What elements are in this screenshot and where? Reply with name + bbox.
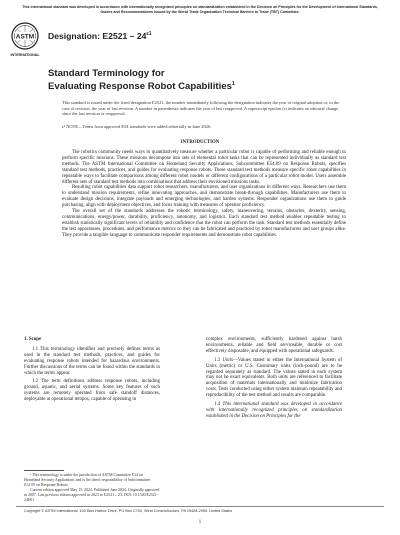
copyright-line: Copyright © ASTM International, 100 Barr Harbor Drive, PO Box C700, West Conshohocken, PA 19428-2959. United States <box>24 509 233 513</box>
designation-label: Designation: E2521 – 24 <box>48 31 147 41</box>
designation-epsilon: ε1 <box>146 31 152 38</box>
logo-subtext: INTERNATIONAL <box>10 53 40 57</box>
units-term: Units <box>222 357 233 363</box>
footnotes <box>24 473 160 504</box>
committee-link[interactable]: E54 <box>131 473 139 477</box>
footnote-edition: Current edition approved May 15, 2024. Published June 2024. Originally approved in 2007. Last previous edition approved in 2023 as E2521 – 23. DOI: 10.1520/E2521-24E01. <box>24 488 160 502</box>
page-number: 1 <box>198 520 202 525</box>
units-text: —Values stated in either the International System of Units (metric) or U.S. Customary units (inch-pound) are to be regarded separately as standard. The values stated in each system may not be exact equivalents. Both units are referenced to facilitate acquisition of materials internationally and minimize fabrication costs. Tests conducted using either system maintain repeatability and reproducibility of the test method and results are comparable. <box>206 357 342 399</box>
paragraph-number: 1.3 <box>214 357 223 363</box>
intro-paragraph: The robotics community needs ways to quantitatively measure whether a particular robot is capable of performing and reliable enough to perform specific missions. These missions decompose into sets of elemental robot tasks that can be represented individually as standard test methods. The ASTM International Committee on Homeland Security Applications, Subcommittee E54.09 on Response Robots, specifies standard test methods, practices, and guides for evaluating response robots. These standard test methods measure specific robot capabilities in repeatable ways to facilitate comparisons among different robot models or different configurations of a particular robot model. Users assemble different sets of standard test methods into combinations that address their envisioned missions tasks. <box>62 150 346 185</box>
wto-notice: This international standard was developed in accordance with internationally recognized principles on standardization established in the Decision on Principles for the Development of International Standards, Guides and Recommendations issued by the World Trade Organization Technical Barriers to Trade (TBT) Committee. <box>22 5 378 14</box>
standard-issue-note: This standard is issued under the fixed designation E2521; the number immediately following the designation indicates the year of original adoption or, in the case of revision, the year of last revision. A number in parentheses indicates the year of last reapproval. A superscript epsilon (ε) indicates an editorial change since the last revision or reapproval. <box>62 100 340 116</box>
right-column <box>206 337 342 423</box>
intro-paragraph: The overall set of the standards addresses the robotic terminology, safety, maneuvering, terrains, obstacles, dexterity, sensing, communications, energy/power, durability, proficiency, autonomy, and logistics. Each standard test method enables repeatable testing to establish statistically significant levels of reliability and confidence that the robot can perform the task. Standard test methods essentially define the test apparatuses, procedures, and performance metrics so they can be fabricated and practiced by robot manufacturers and user groups alike. They provide a tangible language to communicate responder requirements and demonstrate robot capabilities. <box>62 209 346 238</box>
introduction-heading: INTRODUCTION <box>180 140 220 145</box>
subcommittee-link[interactable]: E54.09 <box>24 482 36 487</box>
left-column <box>24 337 160 406</box>
scope-paragraph-1-2: 1.2 The term definitions address response robots, including ground, aquatic, and aerial systems. Some key features of such systems are remotely operated from safe standoff distances, deployable at operational tempos, capable of operating in <box>24 379 160 403</box>
wto-text: This international standard was developed in accordance with internationally recognized principles on standardization established in the Decision on Principles for the <box>206 402 342 419</box>
scope-paragraph-1-3 <box>206 358 342 399</box>
scope-paragraph-1-2-continued: complex environments, sufficiently hardened against harsh environments, reliable and field serviceable, durable or cost effectively disposable, and equipped with operational safeguards. <box>206 337 342 354</box>
footnote-divider <box>24 470 64 471</box>
paragraph-number: 1.4 <box>214 402 223 408</box>
title-line-2: Evaluating Response Robot Capabilities <box>48 81 232 93</box>
scope-heading: 1. Scope <box>24 337 42 342</box>
document-title <box>48 68 348 92</box>
designation <box>48 31 152 41</box>
title-footnote-marker: 1 <box>231 81 235 87</box>
editorial-note: ε¹ NOTE—Terms from approved E54 standards were added editorially in June 2026. <box>62 124 212 129</box>
scope-paragraph-1-1: 1.1 This terminology identifies and precisely defines terms as used in the standard test methods, practices, and guides for evaluating response robots intended for hazardous environments. Further discussions of the terms can be found within the standards in which the terms appear. <box>24 346 160 376</box>
footnote-text: on Response Robots. <box>35 482 69 487</box>
title-line-1: Standard Terminology for <box>48 68 165 79</box>
footnote-1 <box>24 473 160 487</box>
intro-paragraph: Resulting robot capabilities data support robot researchers, manufacturers, and user organizations in different ways. Researchers use them to understand mission requirements, refine innovating approaches, and demonstrate break-through capabilities. Manufacturers use them to evaluate design decisions, integrate payloads and emerging technologies, and harden systems. Responder organizations use them to guide purchasing, align with deployment objectives, and focus training with measures of operator proficiency. <box>62 185 346 209</box>
introduction-body <box>62 150 346 239</box>
footnote-text: ¹ This terminology is under the jurisdiction of ASTM Committee <box>30 473 132 477</box>
astm-logo <box>9 21 41 63</box>
scope-paragraph-1-4 <box>206 402 342 420</box>
logo-wordmark: ASTM <box>15 33 35 41</box>
footer-divider <box>16 506 384 507</box>
footnote-text: on Homeland Security Applications and is the direct responsibility of Subcommittee <box>24 473 151 482</box>
